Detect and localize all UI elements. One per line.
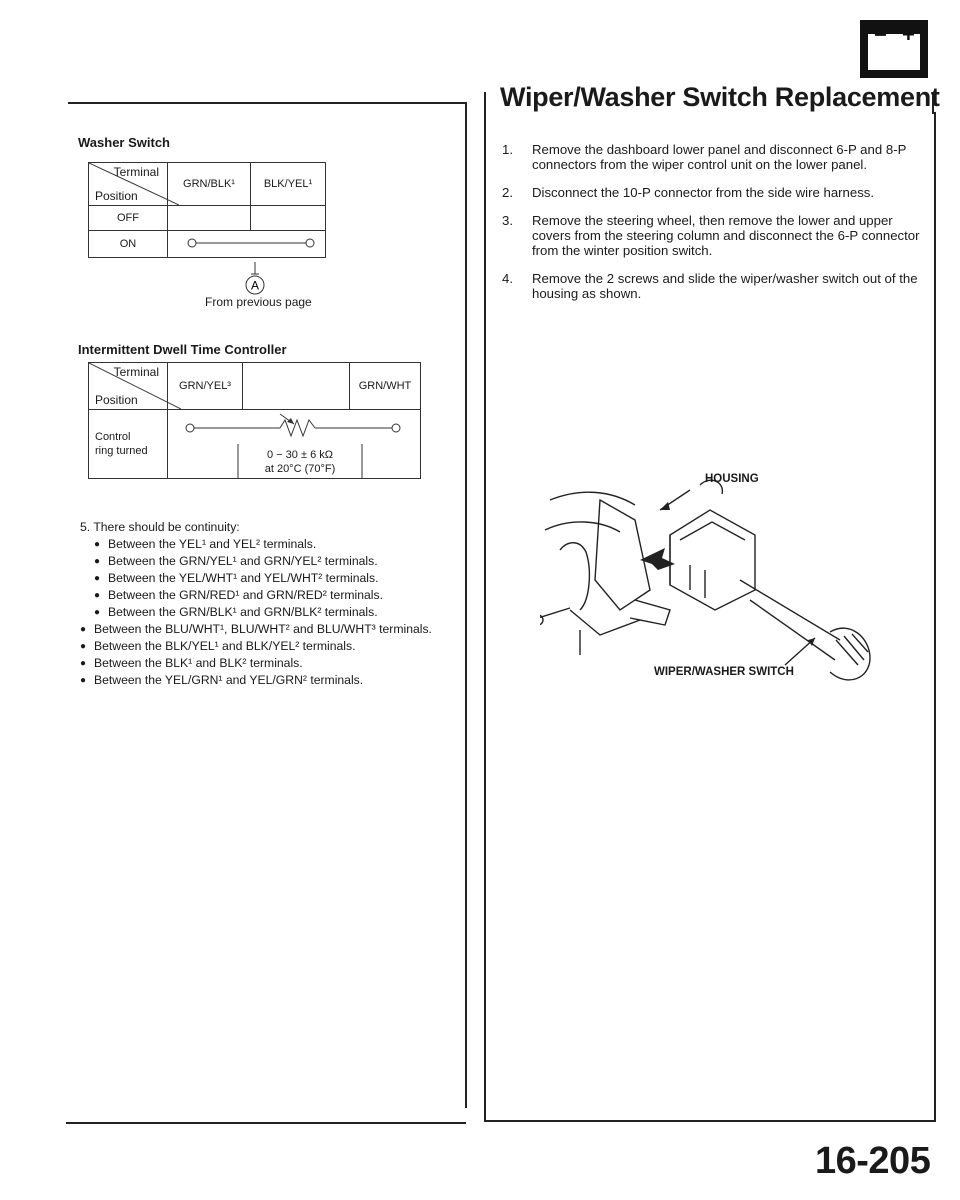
housing-label: HOUSING	[705, 473, 759, 485]
step-3	[502, 213, 920, 258]
list-item: ● Between the GRN/YEL¹ and GRN/YEL² terminals.	[94, 554, 460, 569]
step-number: 4.	[502, 271, 513, 286]
table-cell	[251, 206, 326, 231]
step-2	[502, 185, 920, 200]
dwell-controller-title: Intermittent Dwell Time Controller	[78, 342, 287, 357]
list-item: ● Between the YEL/WHT¹ and YEL/WHT² terminals.	[94, 571, 460, 586]
title-tick-left	[484, 92, 486, 112]
page-number: 16-205	[815, 1140, 931, 1182]
step-number: 2.	[502, 185, 513, 200]
step-text: Remove the dashboard lower panel and disconnect 6-P and 8-P connectors from the wiper control unit on the lower panel.	[532, 142, 907, 172]
step-text: Remove the 2 screws and slide the wiper/washer switch out of the housing as shown.	[532, 271, 918, 301]
row-label-line: ring turned	[95, 445, 148, 457]
continuity-section	[80, 520, 460, 690]
left-top-rule	[68, 102, 466, 104]
list-item: ● Between the GRN/BLK¹ and GRN/BLK² terminals.	[94, 605, 460, 620]
step-text: Remove the steering wheel, then remove the lower and upper covers from the steering column and disconnect the 6-P connector from the winter position switch.	[532, 213, 920, 258]
replacement-steps	[502, 142, 920, 314]
list-item: ● Between the BLK¹ and BLK² terminals.	[80, 656, 460, 671]
column-header: GRN/BLK¹	[168, 163, 251, 206]
row-label: ON	[89, 231, 168, 258]
header-terminal: Terminal	[113, 165, 159, 179]
washer-switch-table	[88, 162, 326, 258]
table-header-diagonal	[89, 163, 168, 206]
connector-a-icon	[240, 262, 270, 298]
wiper-switch-illustration	[540, 460, 880, 690]
continuity-symbol-cell	[168, 231, 326, 258]
column-header: GRN/YEL³	[168, 363, 243, 410]
left-column-border	[465, 102, 467, 1108]
step-1	[502, 142, 920, 172]
list-item: ● Between the BLU/WHT¹, BLU/WHT² and BLU/WHT³ terminals.	[80, 622, 460, 637]
table-cell	[168, 206, 251, 231]
minus-sign: −	[874, 22, 887, 47]
continuity-lead: 5. There should be continuity:	[80, 520, 240, 534]
battery-section-icon	[860, 20, 928, 78]
header-position: Position	[95, 393, 138, 407]
column-header: BLK/YEL¹	[251, 163, 326, 206]
table-header-diagonal	[89, 363, 168, 410]
resistance-cell	[168, 410, 421, 479]
list-item: ● Between the GRN/RED¹ and GRN/RED² terminals.	[94, 588, 460, 603]
step-number: 3.	[502, 213, 513, 228]
resistance-value: 0 − 30 ± 6 kΩ	[267, 449, 333, 461]
step-number: 1.	[502, 142, 513, 157]
header-terminal: Terminal	[113, 365, 159, 379]
column-header-empty	[243, 363, 350, 410]
row-label: OFF	[89, 206, 168, 231]
list-item: ● Between the BLK/YEL¹ and BLK/YEL² terminals.	[80, 639, 460, 654]
dwell-controller-table	[88, 362, 421, 479]
wiper-switch-label: WIPER/WASHER SWITCH	[654, 666, 794, 678]
list-item: ● Between the YEL/GRN¹ and YEL/GRN² terminals.	[80, 673, 460, 688]
continuity-line-icon	[174, 232, 320, 254]
row-label	[89, 410, 168, 479]
step-text: Disconnect the 10-P connector from the side wire harness.	[532, 185, 875, 200]
washer-switch-title: Washer Switch	[78, 135, 170, 150]
column-header: GRN/WHT	[350, 363, 421, 410]
header-position: Position	[95, 189, 138, 203]
resistance-temp: at 20°C (70°F)	[264, 463, 336, 475]
step-4	[502, 271, 920, 301]
from-previous-note: From previous page	[205, 295, 312, 309]
plus-sign: +	[902, 22, 915, 47]
row-label-line: Control	[95, 431, 131, 443]
list-item: ● Between the YEL¹ and YEL² terminals.	[94, 537, 460, 552]
left-bottom-rule	[66, 1122, 466, 1124]
connector-a-label: A	[250, 278, 260, 293]
page-title: Wiper/Washer Switch Replacement	[500, 82, 940, 112]
